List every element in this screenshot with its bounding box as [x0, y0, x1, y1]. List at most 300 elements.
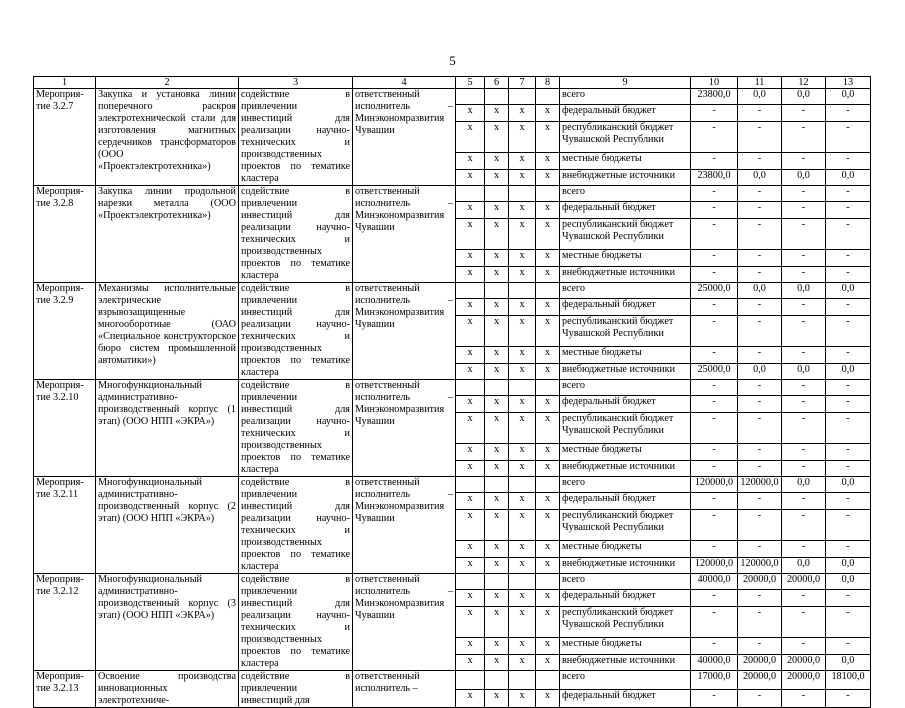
- amount-cell: 20000,0: [738, 574, 782, 590]
- code-cell: x: [536, 153, 560, 169]
- amount-cell: -: [782, 105, 826, 121]
- activity-name: Освоение производства инновационных электротехниче-: [96, 671, 239, 708]
- funding-source: всего: [560, 671, 691, 690]
- amount-cell: -: [691, 121, 738, 152]
- amount-cell: 0,0: [738, 169, 782, 185]
- activity-goal: содействие в привлечении инвестиций для реализации научно-технических и производственных проектов по тематике кластера: [239, 186, 353, 283]
- code-cell: x: [536, 654, 560, 670]
- funding-source: федеральный бюджет: [560, 202, 691, 218]
- table-header-row: [34, 77, 871, 89]
- amount-cell: -: [738, 250, 782, 266]
- activity-name: Механизмы исполнительные электрические взрывозащищенные многооборотные (ОАО «Специальное конструкторское бюро систем промышленной автоматики»): [96, 283, 239, 380]
- code-cell: x: [536, 557, 560, 573]
- code-cell: x: [485, 606, 509, 637]
- amount-cell: -: [691, 590, 738, 606]
- amount-cell: 0,0: [738, 363, 782, 379]
- amount-cell: -: [826, 493, 871, 509]
- code-cell: x: [536, 444, 560, 460]
- amount-cell: -: [738, 186, 782, 202]
- amount-cell: -: [738, 689, 782, 708]
- amount-cell: -: [738, 121, 782, 152]
- activity-id: Мероприя-тие 3.2.9: [34, 283, 96, 380]
- column-header: 6: [485, 77, 509, 89]
- funding-source: федеральный бюджет: [560, 105, 691, 121]
- code-cell: x: [456, 363, 485, 379]
- amount-cell: 0,0: [826, 574, 871, 590]
- code-cell: x: [509, 202, 536, 218]
- column-header: 13: [826, 77, 871, 89]
- code-cell: [456, 380, 485, 396]
- code-cell: x: [456, 444, 485, 460]
- amount-cell: 20000,0: [782, 654, 826, 670]
- amount-cell: -: [691, 266, 738, 282]
- amount-cell: -: [738, 638, 782, 654]
- amount-cell: -: [782, 186, 826, 202]
- code-cell: x: [509, 689, 536, 708]
- code-cell: x: [509, 153, 536, 169]
- amount-cell: -: [826, 460, 871, 476]
- code-cell: x: [485, 557, 509, 573]
- funding-source: местные бюджеты: [560, 444, 691, 460]
- amount-cell: 25000,0: [691, 363, 738, 379]
- amount-cell: -: [826, 412, 871, 443]
- code-cell: [485, 380, 509, 396]
- amount-cell: 0,0: [826, 89, 871, 105]
- amount-cell: -: [691, 380, 738, 396]
- code-cell: x: [509, 363, 536, 379]
- table-row: [34, 283, 871, 299]
- code-cell: x: [485, 509, 509, 540]
- funding-source: всего: [560, 283, 691, 299]
- funding-source: всего: [560, 574, 691, 590]
- amount-cell: -: [826, 444, 871, 460]
- amount-cell: 20000,0: [738, 654, 782, 670]
- code-cell: x: [456, 250, 485, 266]
- page-number: 5: [449, 53, 456, 68]
- amount-cell: 0,0: [738, 283, 782, 299]
- code-cell: x: [509, 266, 536, 282]
- activity-executor: ответственный исполнитель – Минэкономразвития Чувашии: [353, 477, 456, 574]
- code-cell: x: [456, 590, 485, 606]
- code-cell: x: [485, 638, 509, 654]
- funding-source: внебюджетные источники: [560, 363, 691, 379]
- amount-cell: -: [782, 412, 826, 443]
- code-cell: x: [536, 638, 560, 654]
- activity-goal: содействие в привлечении инвестиций для реализации научно-технических и производственных проектов по тематике кластера: [239, 283, 353, 380]
- amount-cell: -: [738, 412, 782, 443]
- amount-cell: -: [738, 315, 782, 346]
- code-cell: x: [485, 250, 509, 266]
- code-cell: x: [456, 412, 485, 443]
- amount-cell: -: [782, 299, 826, 315]
- amount-cell: -: [691, 638, 738, 654]
- amount-cell: -: [782, 218, 826, 249]
- amount-cell: -: [826, 202, 871, 218]
- column-header: 8: [536, 77, 560, 89]
- code-cell: x: [456, 121, 485, 152]
- code-cell: x: [456, 689, 485, 708]
- code-cell: x: [456, 299, 485, 315]
- code-cell: x: [456, 493, 485, 509]
- funding-source: республиканский бюджет Чувашской Республики: [560, 412, 691, 443]
- code-cell: [536, 671, 560, 690]
- amount-cell: -: [691, 105, 738, 121]
- code-cell: x: [456, 509, 485, 540]
- amount-cell: -: [826, 266, 871, 282]
- activity-goal: содействие в привлечении инвестиций для реализации научно-технических и производственных проектов по тематике кластера: [239, 89, 353, 186]
- amount-cell: 0,0: [782, 169, 826, 185]
- code-cell: x: [536, 689, 560, 708]
- code-cell: x: [485, 105, 509, 121]
- code-cell: x: [456, 541, 485, 557]
- code-cell: [485, 477, 509, 493]
- amount-cell: -: [782, 460, 826, 476]
- amount-cell: 0,0: [738, 89, 782, 105]
- code-cell: x: [536, 590, 560, 606]
- code-cell: x: [485, 363, 509, 379]
- amount-cell: -: [691, 444, 738, 460]
- code-cell: x: [509, 557, 536, 573]
- code-cell: x: [485, 315, 509, 346]
- column-header: 5: [456, 77, 485, 89]
- code-cell: x: [536, 396, 560, 412]
- activity-id: Мероприя-тие 3.2.8: [34, 186, 96, 283]
- amount-cell: 25000,0: [691, 283, 738, 299]
- code-cell: [536, 574, 560, 590]
- activity-goal: содействие в привлечении инвестиций для: [239, 671, 353, 708]
- activity-goal: содействие в привлечении инвестиций для реализации научно-технических и производственных проектов по тематике кластера: [239, 574, 353, 671]
- code-cell: x: [485, 412, 509, 443]
- code-cell: x: [456, 654, 485, 670]
- code-cell: x: [509, 250, 536, 266]
- amount-cell: -: [826, 299, 871, 315]
- amount-cell: -: [691, 153, 738, 169]
- funding-source: местные бюджеты: [560, 541, 691, 557]
- table-row: [34, 186, 871, 202]
- activity-executor: ответственный исполнитель – Минэкономразвития Чувашии: [353, 283, 456, 380]
- amount-cell: 20000,0: [738, 671, 782, 690]
- code-cell: x: [536, 121, 560, 152]
- amount-cell: -: [782, 638, 826, 654]
- funding-source: местные бюджеты: [560, 250, 691, 266]
- code-cell: x: [456, 169, 485, 185]
- activity-name: Закупка и установка линии поперечного раскроя электротехнической стали для изготовления магнитных сердечников трансформаторов (ООО «Проектэлектротехника»): [96, 89, 239, 186]
- code-cell: [509, 186, 536, 202]
- code-cell: [456, 89, 485, 105]
- amount-cell: -: [826, 509, 871, 540]
- table-row: [34, 477, 871, 493]
- amount-cell: -: [782, 380, 826, 396]
- funding-source: внебюджетные источники: [560, 654, 691, 670]
- amount-cell: -: [826, 153, 871, 169]
- activity-name: Закупка линии продольной нарезки металла (ООО «Проектэлектротехника»): [96, 186, 239, 283]
- funding-source: республиканский бюджет Чувашской Республики: [560, 315, 691, 346]
- amount-cell: -: [738, 153, 782, 169]
- amount-cell: -: [738, 396, 782, 412]
- code-cell: x: [485, 444, 509, 460]
- amount-cell: -: [691, 250, 738, 266]
- activity-id: Мероприя-тие 3.2.11: [34, 477, 96, 574]
- amount-cell: -: [691, 299, 738, 315]
- amount-cell: 17000,0: [691, 671, 738, 690]
- amount-cell: -: [738, 380, 782, 396]
- code-cell: [456, 186, 485, 202]
- code-cell: x: [485, 396, 509, 412]
- code-cell: x: [509, 218, 536, 249]
- amount-cell: -: [782, 444, 826, 460]
- code-cell: [456, 283, 485, 299]
- amount-cell: 0,0: [782, 89, 826, 105]
- column-header: 2: [96, 77, 239, 89]
- activity-name: Многофункциональный административно-производственный корпус (2 этап) (ООО НПП «ЭКРА»): [96, 477, 239, 574]
- code-cell: x: [536, 606, 560, 637]
- amount-cell: -: [738, 460, 782, 476]
- amount-cell: -: [782, 202, 826, 218]
- code-cell: [509, 671, 536, 690]
- code-cell: x: [509, 121, 536, 152]
- code-cell: x: [536, 105, 560, 121]
- funding-source: республиканский бюджет Чувашской Республики: [560, 218, 691, 249]
- amount-cell: -: [691, 541, 738, 557]
- activity-id: Мероприя-тие 3.2.10: [34, 380, 96, 477]
- funding-source: всего: [560, 380, 691, 396]
- code-cell: x: [509, 590, 536, 606]
- amount-cell: -: [826, 250, 871, 266]
- table-row: [34, 671, 871, 690]
- funding-source: местные бюджеты: [560, 347, 691, 363]
- funding-source: всего: [560, 477, 691, 493]
- amount-cell: -: [738, 590, 782, 606]
- amount-cell: -: [691, 396, 738, 412]
- code-cell: x: [485, 654, 509, 670]
- funding-source: всего: [560, 89, 691, 105]
- code-cell: x: [536, 202, 560, 218]
- funding-source: внебюджетные источники: [560, 460, 691, 476]
- code-cell: [509, 380, 536, 396]
- funding-source: внебюджетные источники: [560, 169, 691, 185]
- code-cell: x: [509, 460, 536, 476]
- amount-cell: -: [826, 121, 871, 152]
- funding-source: федеральный бюджет: [560, 689, 691, 708]
- amount-cell: -: [738, 202, 782, 218]
- code-cell: x: [456, 153, 485, 169]
- funding-source: федеральный бюджет: [560, 299, 691, 315]
- table-row: [34, 574, 871, 590]
- amount-cell: -: [691, 218, 738, 249]
- amount-cell: -: [826, 105, 871, 121]
- code-cell: [536, 380, 560, 396]
- amount-cell: -: [782, 250, 826, 266]
- code-cell: x: [456, 347, 485, 363]
- code-cell: x: [509, 638, 536, 654]
- code-cell: x: [485, 460, 509, 476]
- code-cell: [536, 186, 560, 202]
- funding-source: внебюджетные источники: [560, 557, 691, 573]
- amount-cell: -: [691, 202, 738, 218]
- amount-cell: -: [691, 412, 738, 443]
- code-cell: [536, 283, 560, 299]
- amount-cell: -: [738, 606, 782, 637]
- amount-cell: 40000,0: [691, 574, 738, 590]
- code-cell: x: [536, 412, 560, 443]
- funding-source: республиканский бюджет Чувашской Республики: [560, 509, 691, 540]
- activity-name: Многофункциональный административно-производственный корпус (1 этап) (ООО НПП «ЭКРА»): [96, 380, 239, 477]
- table-row: [34, 89, 871, 105]
- funding-source: всего: [560, 186, 691, 202]
- amount-cell: 20000,0: [782, 671, 826, 690]
- amount-cell: 120000,0: [691, 557, 738, 573]
- amount-cell: -: [826, 590, 871, 606]
- code-cell: x: [485, 493, 509, 509]
- code-cell: [485, 574, 509, 590]
- activity-executor: ответственный исполнитель – Минэкономразвития Чувашии: [353, 186, 456, 283]
- amount-cell: 18100,0: [826, 671, 871, 690]
- amount-cell: 120000,0: [738, 477, 782, 493]
- amount-cell: -: [826, 541, 871, 557]
- code-cell: x: [485, 153, 509, 169]
- activity-executor: ответственный исполнитель –: [353, 671, 456, 708]
- amount-cell: -: [782, 689, 826, 708]
- code-cell: x: [536, 266, 560, 282]
- amount-cell: -: [738, 509, 782, 540]
- amount-cell: -: [691, 460, 738, 476]
- column-header: 10: [691, 77, 738, 89]
- amount-cell: -: [691, 509, 738, 540]
- amount-cell: -: [782, 315, 826, 346]
- code-cell: x: [536, 299, 560, 315]
- column-header: 12: [782, 77, 826, 89]
- amount-cell: -: [826, 638, 871, 654]
- amount-cell: -: [738, 105, 782, 121]
- activity-id: Мероприя-тие 3.2.7: [34, 89, 96, 186]
- code-cell: x: [536, 363, 560, 379]
- activity-goal: содействие в привлечении инвестиций для реализации научно-технических и производственных проектов по тематике кластера: [239, 477, 353, 574]
- amount-cell: -: [691, 606, 738, 637]
- funding-source: федеральный бюджет: [560, 590, 691, 606]
- amount-cell: -: [782, 541, 826, 557]
- code-cell: x: [456, 638, 485, 654]
- activity-name: Многофункциональный административно-производственный корпус (3 этап) (ООО НПП «ЭКРА»): [96, 574, 239, 671]
- code-cell: x: [456, 606, 485, 637]
- code-cell: x: [509, 444, 536, 460]
- code-cell: x: [485, 169, 509, 185]
- amount-cell: -: [826, 380, 871, 396]
- activity-executor: ответственный исполнитель – Минэкономразвития Чувашии: [353, 574, 456, 671]
- amount-cell: -: [738, 266, 782, 282]
- amount-cell: -: [826, 218, 871, 249]
- amount-cell: 120000,0: [691, 477, 738, 493]
- amount-cell: 23800,0: [691, 169, 738, 185]
- code-cell: [456, 574, 485, 590]
- amount-cell: -: [782, 396, 826, 412]
- code-cell: x: [536, 460, 560, 476]
- activity-executor: ответственный исполнитель – Минэкономразвития Чувашии: [353, 380, 456, 477]
- amount-cell: -: [738, 299, 782, 315]
- code-cell: x: [456, 105, 485, 121]
- code-cell: [485, 89, 509, 105]
- code-cell: [456, 477, 485, 493]
- amount-cell: 20000,0: [782, 574, 826, 590]
- amount-cell: -: [738, 218, 782, 249]
- funding-source: федеральный бюджет: [560, 493, 691, 509]
- code-cell: x: [485, 590, 509, 606]
- amount-cell: 0,0: [826, 283, 871, 299]
- column-header: 4: [353, 77, 456, 89]
- code-cell: x: [456, 266, 485, 282]
- amount-cell: -: [691, 315, 738, 346]
- code-cell: x: [536, 347, 560, 363]
- amount-cell: -: [738, 493, 782, 509]
- code-cell: x: [536, 218, 560, 249]
- code-cell: x: [456, 202, 485, 218]
- code-cell: x: [509, 396, 536, 412]
- code-cell: [509, 477, 536, 493]
- amount-cell: -: [782, 121, 826, 152]
- amount-cell: -: [826, 186, 871, 202]
- activity-goal: содействие в привлечении инвестиций для реализации научно-технических и производственных проектов по тематике кластера: [239, 380, 353, 477]
- code-cell: x: [509, 509, 536, 540]
- code-cell: x: [456, 460, 485, 476]
- funding-source: местные бюджеты: [560, 638, 691, 654]
- funding-source: республиканский бюджет Чувашской Республики: [560, 606, 691, 637]
- amount-cell: 0,0: [782, 477, 826, 493]
- amount-cell: -: [691, 186, 738, 202]
- amount-cell: 0,0: [782, 283, 826, 299]
- code-cell: x: [456, 396, 485, 412]
- code-cell: [536, 89, 560, 105]
- amount-cell: -: [782, 347, 826, 363]
- amount-cell: -: [691, 493, 738, 509]
- amount-cell: 0,0: [826, 169, 871, 185]
- code-cell: [485, 671, 509, 690]
- code-cell: x: [509, 347, 536, 363]
- code-cell: x: [509, 105, 536, 121]
- amount-cell: 40000,0: [691, 654, 738, 670]
- funding-source: местные бюджеты: [560, 153, 691, 169]
- code-cell: [509, 283, 536, 299]
- amount-cell: 0,0: [826, 363, 871, 379]
- code-cell: x: [485, 202, 509, 218]
- code-cell: x: [536, 509, 560, 540]
- amount-cell: -: [826, 347, 871, 363]
- amount-cell: -: [826, 689, 871, 708]
- program-table: [33, 76, 871, 708]
- amount-cell: -: [826, 315, 871, 346]
- amount-cell: -: [738, 347, 782, 363]
- amount-cell: 23800,0: [691, 89, 738, 105]
- column-header: 11: [738, 77, 782, 89]
- code-cell: x: [509, 299, 536, 315]
- column-header: 1: [34, 77, 96, 89]
- amount-cell: -: [782, 493, 826, 509]
- code-cell: x: [485, 218, 509, 249]
- code-cell: x: [536, 315, 560, 346]
- amount-cell: -: [691, 347, 738, 363]
- amount-cell: -: [782, 266, 826, 282]
- column-header: 3: [239, 77, 353, 89]
- amount-cell: -: [782, 606, 826, 637]
- amount-cell: 0,0: [826, 654, 871, 670]
- code-cell: x: [536, 493, 560, 509]
- amount-cell: -: [691, 689, 738, 708]
- code-cell: x: [485, 121, 509, 152]
- activity-id: Мероприя-тие 3.2.12: [34, 574, 96, 671]
- amount-cell: 0,0: [782, 557, 826, 573]
- code-cell: x: [536, 541, 560, 557]
- activity-executor: ответственный исполнитель – Минэкономразвития Чувашии: [353, 89, 456, 186]
- column-header: 7: [509, 77, 536, 89]
- amount-cell: -: [738, 541, 782, 557]
